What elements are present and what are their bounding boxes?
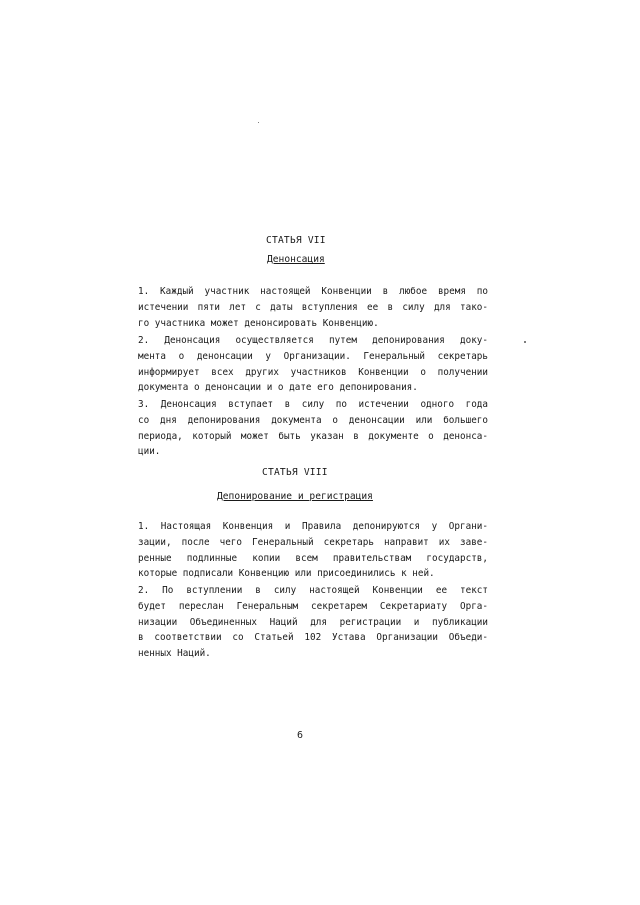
page-number: 6 xyxy=(297,730,304,741)
text-line: ренные подлинные копии всем правительствам государств, xyxy=(138,552,488,564)
text-line: низации Объединенных Наций для регистрации и публикации xyxy=(138,616,488,628)
text-line: со дня депонирования документа о денонсации или большего xyxy=(138,414,488,426)
text-line: будет переслан Генеральным секретарем Секретариату Орга- xyxy=(138,600,488,612)
text-line: 1. Каждый участник настоящей Конвенции в любое время по xyxy=(138,286,488,297)
text-line: мента о денонсации у Организации. Генеральный секретарь xyxy=(138,350,488,362)
text-line: зации, после чего Генеральный секретарь направит их заве- xyxy=(138,536,488,548)
article-7-title: СТАТЬЯ VII xyxy=(266,235,326,246)
article-7-paragraph-1 xyxy=(138,284,488,331)
article-8-paragraph-1 xyxy=(138,519,488,582)
text-line: ненных Наций. xyxy=(138,648,211,660)
text-line: которые подписали Конвенцию или присоединились к ней. xyxy=(138,568,435,580)
scan-speck xyxy=(258,122,259,123)
text-line: 3. Денонсация вступает в силу по истечении одного года xyxy=(138,399,488,410)
text-line: 2. Денонсация осуществляется путем депонирования доку- xyxy=(138,335,488,346)
scan-speck xyxy=(524,341,526,343)
text-line: 1. Настоящая Конвенция и Правила депонируются у Органи- xyxy=(138,521,488,532)
text-line: документа о денонсации и о дате его депонирования. xyxy=(138,382,418,394)
article-7-paragraph-2 xyxy=(138,333,488,396)
text-line: истечении пяти лет с даты вступления ее в силу для тако- xyxy=(138,301,488,313)
article-8-subtitle: Депонирование и регистрация xyxy=(217,491,373,502)
text-line: периода, который может быть указан в документе о денонса- xyxy=(138,430,488,442)
text-line: информирует всех других участников Конвенции о получении xyxy=(138,366,488,378)
article-8-title: СТАТЬЯ VIII xyxy=(262,467,328,478)
text-line: го участника может денонсировать Конвенцию. xyxy=(138,317,379,329)
text-line: 2. По вступлении в силу настоящей Конвенции ее текст xyxy=(138,585,488,596)
text-line: в соответствии со Статьей 102 Устава Организации Объеди- xyxy=(138,632,488,644)
text-line: ции. xyxy=(138,446,161,458)
article-7-subtitle: Денонсация xyxy=(267,254,325,265)
article-8-paragraph-2 xyxy=(138,583,488,662)
article-7-paragraph-3 xyxy=(138,397,488,460)
